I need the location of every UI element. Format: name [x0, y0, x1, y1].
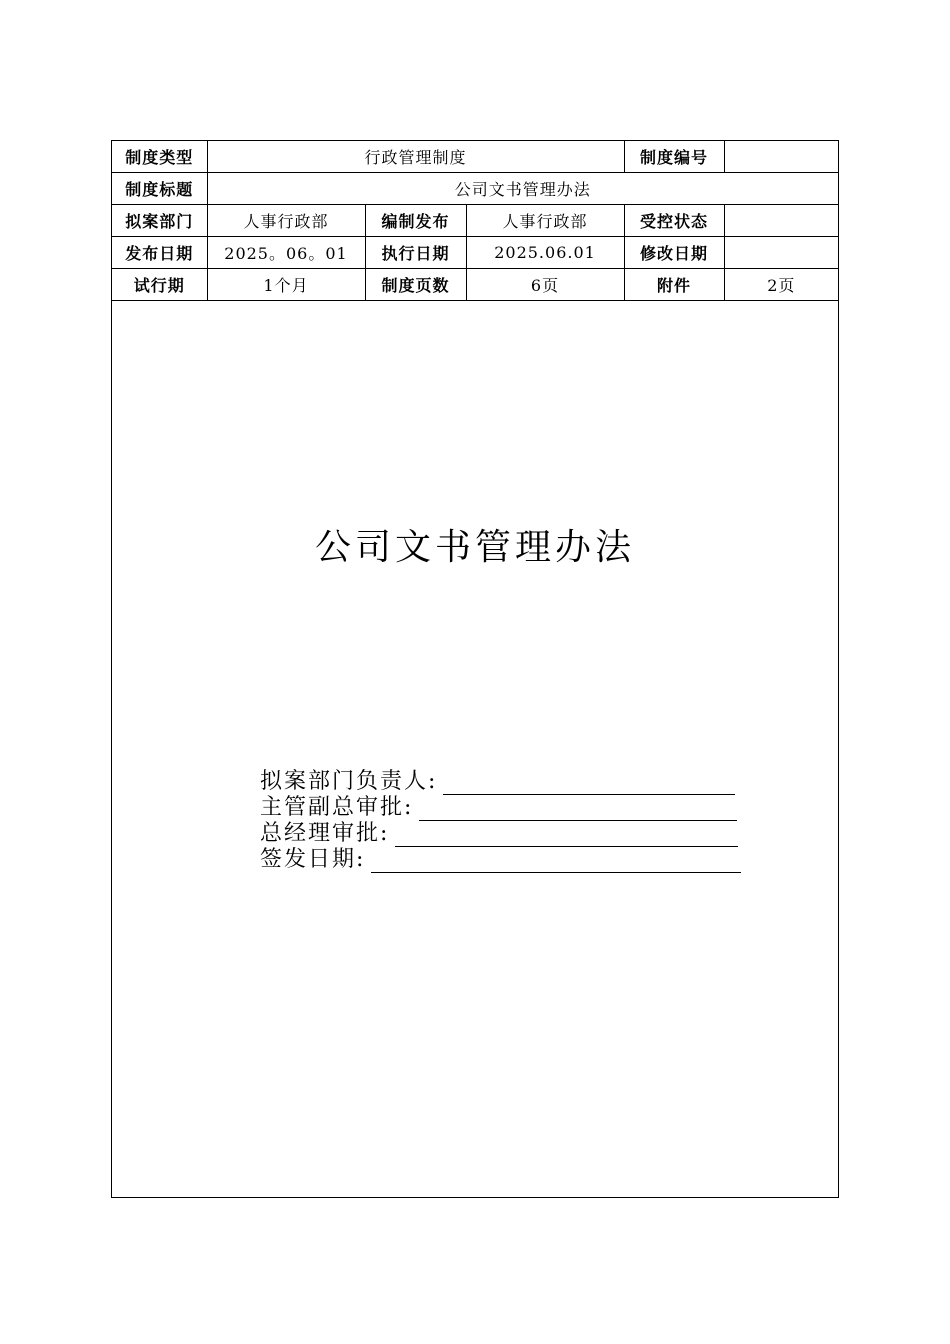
trial-value: 1个月	[207, 269, 365, 301]
dept-head-signature-line[interactable]	[443, 774, 735, 795]
issuing-value: 人事行政部	[466, 205, 624, 237]
document-title: 公司文书管理办法	[314, 527, 635, 568]
signoff-row-vp	[260, 795, 741, 821]
signoff-block	[260, 769, 741, 873]
gm-approval-signature-line[interactable]	[395, 826, 738, 847]
title-label: 制度标题	[112, 173, 207, 205]
gm-approval-label: 总经理审批:	[260, 821, 390, 846]
vp-approval-signature-line[interactable]	[419, 800, 737, 821]
signoff-row-issue-date	[260, 847, 741, 873]
dept-head-label: 拟案部门负责人:	[260, 769, 438, 794]
signoff-row-dept-head	[260, 769, 741, 795]
signoff-row-gm	[260, 821, 741, 847]
release-date-label: 发布日期	[112, 237, 207, 269]
exec-date-value: 2025.06.01	[466, 237, 624, 269]
document-frame	[111, 140, 839, 1198]
table-row	[112, 173, 838, 205]
type-label: 制度类型	[112, 141, 207, 173]
attachment-label: 附件	[624, 269, 724, 301]
issue-date-signature-line[interactable]	[371, 852, 741, 873]
control-label: 受控状态	[624, 205, 724, 237]
number-label: 制度编号	[624, 141, 724, 173]
pages-value: 6页	[466, 269, 624, 301]
exec-date-label: 执行日期	[365, 237, 466, 269]
drafting-dept-value: 人事行政部	[207, 205, 365, 237]
trial-label: 试行期	[112, 269, 207, 301]
metadata-table	[112, 141, 838, 301]
control-value	[724, 205, 838, 237]
issuing-label: 编制发布	[365, 205, 466, 237]
revision-date-label: 修改日期	[624, 237, 724, 269]
title-value: 公司文书管理办法	[207, 173, 838, 205]
issue-date-label: 签发日期:	[260, 847, 366, 872]
release-date-value: 2025。06。01	[207, 237, 365, 269]
type-value: 行政管理制度	[207, 141, 624, 173]
revision-date-value	[724, 237, 838, 269]
table-row	[112, 205, 838, 237]
pages-label: 制度页数	[365, 269, 466, 301]
table-row	[112, 141, 838, 173]
attachment-value: 2页	[724, 269, 838, 301]
table-row	[112, 269, 838, 301]
number-value	[724, 141, 838, 173]
drafting-dept-label: 拟案部门	[112, 205, 207, 237]
vp-approval-label: 主管副总审批:	[260, 795, 414, 820]
table-row	[112, 237, 838, 269]
